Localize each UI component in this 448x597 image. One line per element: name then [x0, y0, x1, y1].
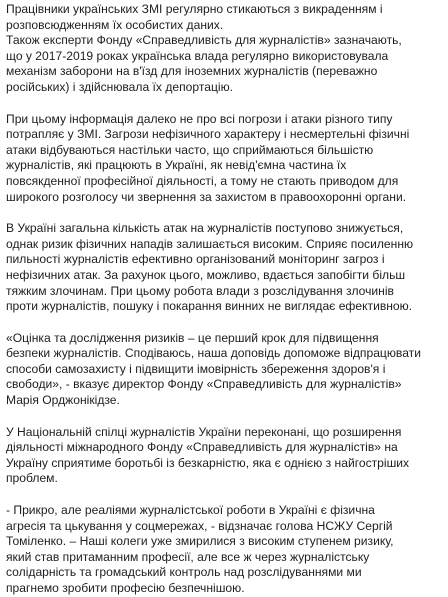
paragraph-line: тяжким злочинам. При цьому робота влади з розслідування злочинів	[6, 283, 394, 298]
paragraph-line: широкого розголосу чи звернення за захистом в правоохоронні органи.	[6, 189, 407, 204]
paragraph-line: Україну сприятиме боротьбі із безкарністю, яка є однією з найгостріших	[6, 455, 410, 470]
paragraph-line: атаки відбуваються настільки часто, що сприймаються більшістю	[6, 142, 374, 157]
paragraph-line: Марія Орджонікідзе.	[6, 393, 120, 408]
paragraph-line: Також експерти Фонду «Справедливість для журналістів» зазначають,	[6, 33, 402, 48]
paragraph-line: потрапляє у ЗМІ. Загрози нефізичного характеру і несмертельні фізичні	[6, 127, 410, 142]
paragraph-line: В Україні загальна кількість атак на журналістів поступово знижується,	[6, 221, 404, 236]
paragraph-line: журналістів, які працюють в Україні, як невід'ємна частина їх	[6, 158, 347, 173]
paragraph-line: однак ризик фізичних нападів залишається високим. Сприяє посиленню	[6, 236, 414, 251]
paragraph-line: який став притаманним професії, але все ж через журналістську	[6, 549, 370, 564]
paragraph-line: повсякденної професійної діяльності, а тому не стають приводом для	[6, 173, 399, 188]
post-paragraph	[6, 503, 440, 597]
paragraph-line: Томіленко. – Наші колеги уже змирилися з високим ступенем ризику,	[6, 534, 394, 549]
paragraph-line: солідарність та громадський контроль над розслідуваннями ми	[6, 565, 362, 580]
post-paragraph	[6, 425, 440, 487]
paragraph-line: діяльності міжнародного Фонду «Справедливість для журналістів» на	[6, 440, 398, 455]
post-paragraph	[6, 331, 440, 409]
paragraph-line: «Оцінка та дослідження ризиків – це перший крок для підвищення	[6, 330, 379, 345]
paragraph-line: розповсюдженням їх особистих даних.	[6, 17, 224, 32]
paragraph-line: При цьому інформація далеко не про всі погрози і атаки різного типу	[6, 111, 393, 126]
paragraph-line: Працівники українських ЗМІ регулярно стикаються з викраденням і	[6, 2, 383, 16]
paragraph-line: агресія та цькування у соцмережах, - відзначає голова НСЖУ Сергій	[6, 518, 393, 533]
paragraph-line: російських) і здійснювала їх депортацію.	[6, 79, 234, 94]
post-paragraph	[6, 112, 440, 206]
paragraph-line: безпеки журналістів. Сподіваюсь, наша доповідь допоможе відпрацювати	[6, 346, 421, 361]
post-paragraph	[6, 2, 440, 96]
paragraph-line: проти журналістів, пошуку і покарання винних не виглядає ефективною.	[6, 299, 413, 314]
paragraph-line: проблем.	[6, 471, 58, 486]
paragraph-line: прагнемо зробити професію безпечнішою.	[6, 581, 245, 595]
post-paragraph	[6, 221, 440, 315]
post-body	[6, 2, 440, 597]
paragraph-line: У Національній спілці журналістів України переконані, що розширення	[6, 424, 402, 439]
paragraph-line: - Прикро, але реаліями журналістської роботи в Україні є фізична	[6, 503, 375, 518]
paragraph-line: пильності журналістів ефективно організований моніторинг загроз і	[6, 252, 385, 267]
paragraph-line: нефізичних атак. За рахунок цього, можливо, вдається запобігти більш	[6, 267, 406, 282]
paragraph-line: способи самозахисту і підвищити імовірність збереження здоров'я і	[6, 361, 386, 376]
paragraph-line: механізм заборони на в'їзд для іноземних журналістів (переважно	[6, 64, 378, 79]
paragraph-line: що у 2017-2019 роках українська влада регулярно використовувала	[6, 48, 389, 63]
paragraph-line: свободи», - вказує директор Фонду «Справедливість для журналістів»	[6, 377, 402, 392]
